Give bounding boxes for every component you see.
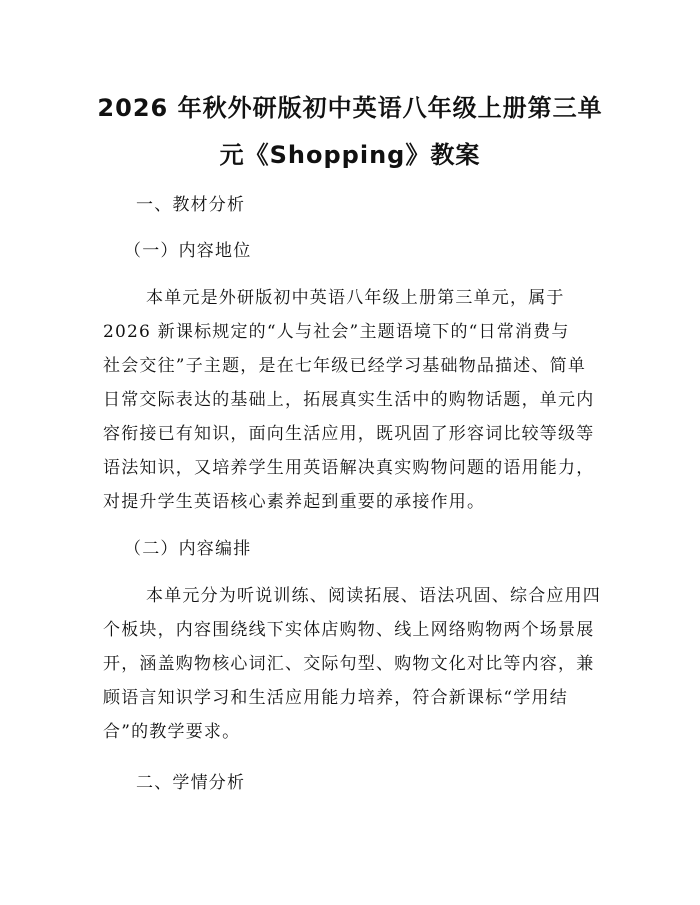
paragraph-line: 2026 新课标规定的“人与社会”主题语境下的“日常消费与 (103, 322, 570, 342)
paragraph-line: 本单元是外研版初中英语八年级上册第三单元，属于 (146, 288, 565, 308)
paragraph-line: 语法知识，又培养学生用英语解决真实购物问题的语用能力， (103, 458, 595, 478)
paragraph-line: 日常交际表达的基础上，拓展真实生活中的购物话题，单元内 (103, 390, 595, 410)
paragraph-line: 合”的教学要求。 (103, 722, 241, 742)
paragraph-line: 容衔接已有知识，面向生活应用，既巩固了形容词比较等级等 (103, 424, 595, 444)
document-title-line-1: 2026 年秋外研版初中英语八年级上册第三单 (97, 94, 603, 122)
paragraph-line: 本单元分为听说训练、阅读拓展、语法巩固、综合应用四 (146, 586, 601, 606)
paragraph-line: 顾语言知识学习和生活应用能力培养，符合新课标“学用结 (103, 688, 568, 708)
subsection-2-heading: （二）内容编排 (124, 539, 252, 559)
paragraph-line: 开，涵盖购物核心词汇、交际句型、购物文化对比等内容，兼 (103, 654, 595, 674)
paragraph-line: 社会交往”子主题，是在七年级已经学习基础物品描述、简单 (103, 356, 587, 376)
section-1-heading: 一、教材分析 (136, 195, 246, 215)
document-title-line-2: 元《Shopping》教案 (219, 141, 481, 169)
paragraph-line: 对提升学生英语核心素养起到重要的承接作用。 (103, 492, 486, 512)
subsection-1-heading: （一）内容地位 (124, 241, 252, 261)
paragraph-line: 个板块，内容围绕线下实体店购物、线上网络购物两个场景展 (103, 620, 595, 640)
section-2-heading: 二、学情分析 (136, 773, 246, 793)
